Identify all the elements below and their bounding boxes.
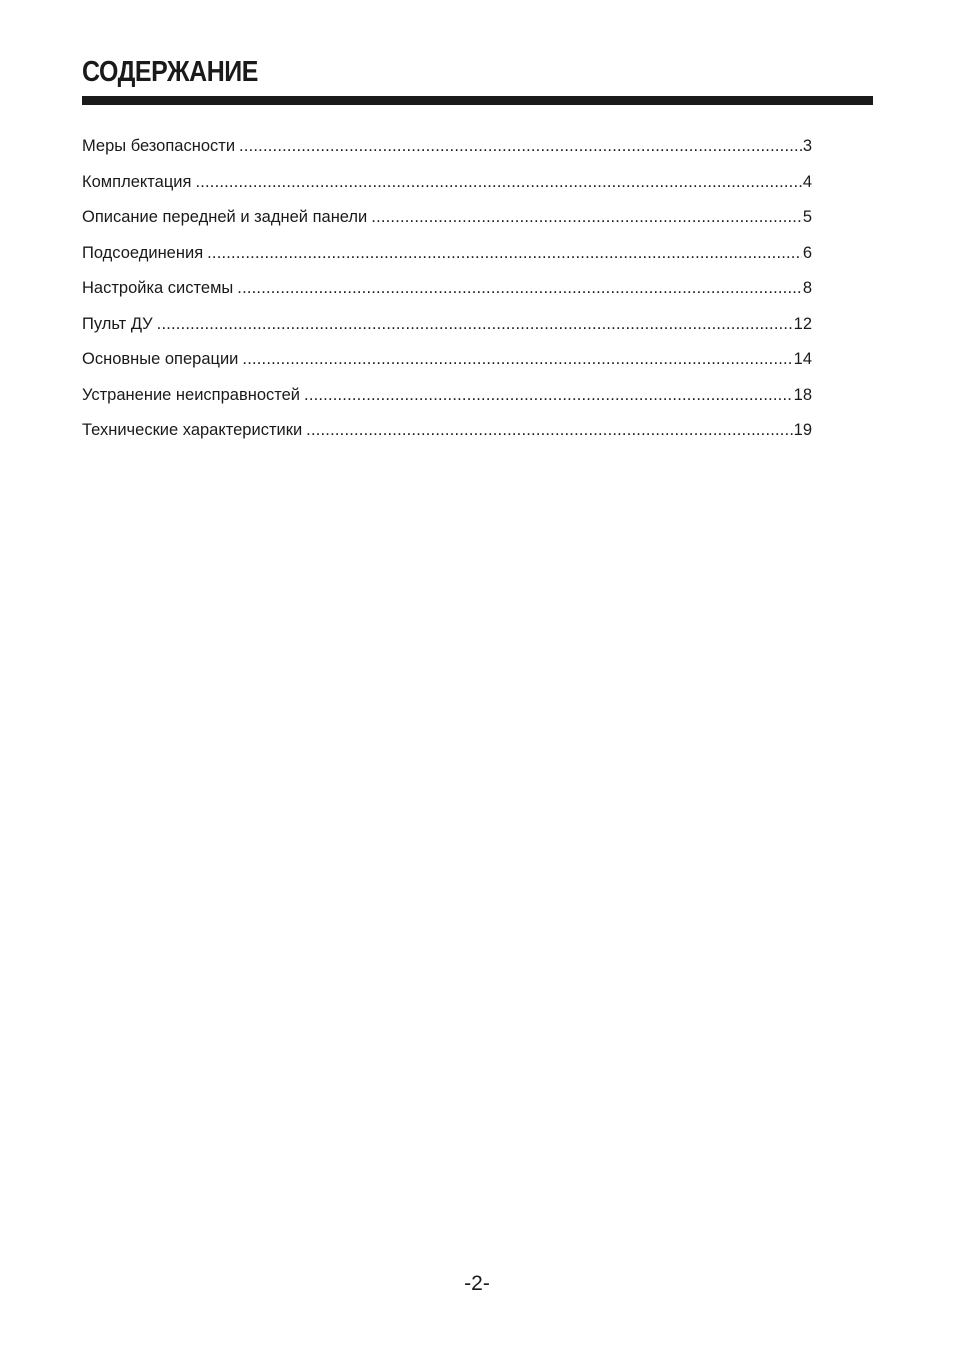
page-number: -2- — [464, 1272, 490, 1295]
toc-dot-leader — [242, 342, 792, 378]
toc-dot-leader — [207, 236, 802, 272]
title-divider — [82, 96, 873, 105]
toc-entry-page: 8 — [802, 279, 812, 297]
toc-entry-label: Настройка системы — [82, 279, 234, 297]
toc-entry-label: Устранение неисправностей — [82, 385, 301, 404]
page-title: СОДЕРЖАНИЕ — [82, 56, 259, 88]
toc-dot-leader — [195, 165, 801, 201]
toc-entry-setup[interactable] — [82, 271, 812, 307]
toc-entry-page: 14 — [793, 350, 812, 368]
toc-entry-troubleshooting[interactable] — [82, 378, 812, 414]
toc-entry-operations[interactable] — [82, 342, 812, 378]
toc-entry-page: 3 — [802, 137, 812, 155]
toc-entry-label: Пульт ДУ — [82, 314, 153, 333]
toc-entry-page: 18 — [793, 385, 812, 404]
toc-entry-label: Подсоединения — [82, 243, 204, 262]
toc-dot-leader — [239, 129, 802, 165]
toc-entry-label: Основные операции — [82, 350, 239, 368]
toc-entry-label: Описание передней и задней панели — [82, 208, 368, 226]
toc-entry-connections[interactable] — [82, 236, 812, 272]
toc-entry-page: 12 — [793, 314, 812, 333]
table-of-contents — [82, 129, 812, 449]
toc-entry-remote[interactable] — [82, 307, 812, 343]
toc-entry-label: Комплектация — [82, 172, 192, 191]
toc-dot-leader — [237, 271, 802, 307]
toc-entry-specifications[interactable] — [82, 413, 812, 449]
toc-entry-page: 19 — [793, 421, 812, 439]
toc-entry-safety[interactable] — [82, 129, 812, 165]
toc-dot-leader — [304, 378, 793, 414]
toc-entry-panels[interactable] — [82, 200, 812, 236]
toc-dot-leader — [157, 307, 793, 343]
toc-entry-label: Меры безопасности — [82, 137, 236, 155]
toc-entry-page: 5 — [802, 208, 812, 226]
toc-dot-leader — [371, 200, 802, 236]
toc-entry-label: Технические характеристики — [82, 421, 303, 439]
toc-entry-contents[interactable] — [82, 165, 812, 201]
toc-entry-page: 4 — [802, 172, 812, 191]
toc-entry-page: 6 — [802, 243, 812, 262]
toc-dot-leader — [306, 413, 792, 449]
